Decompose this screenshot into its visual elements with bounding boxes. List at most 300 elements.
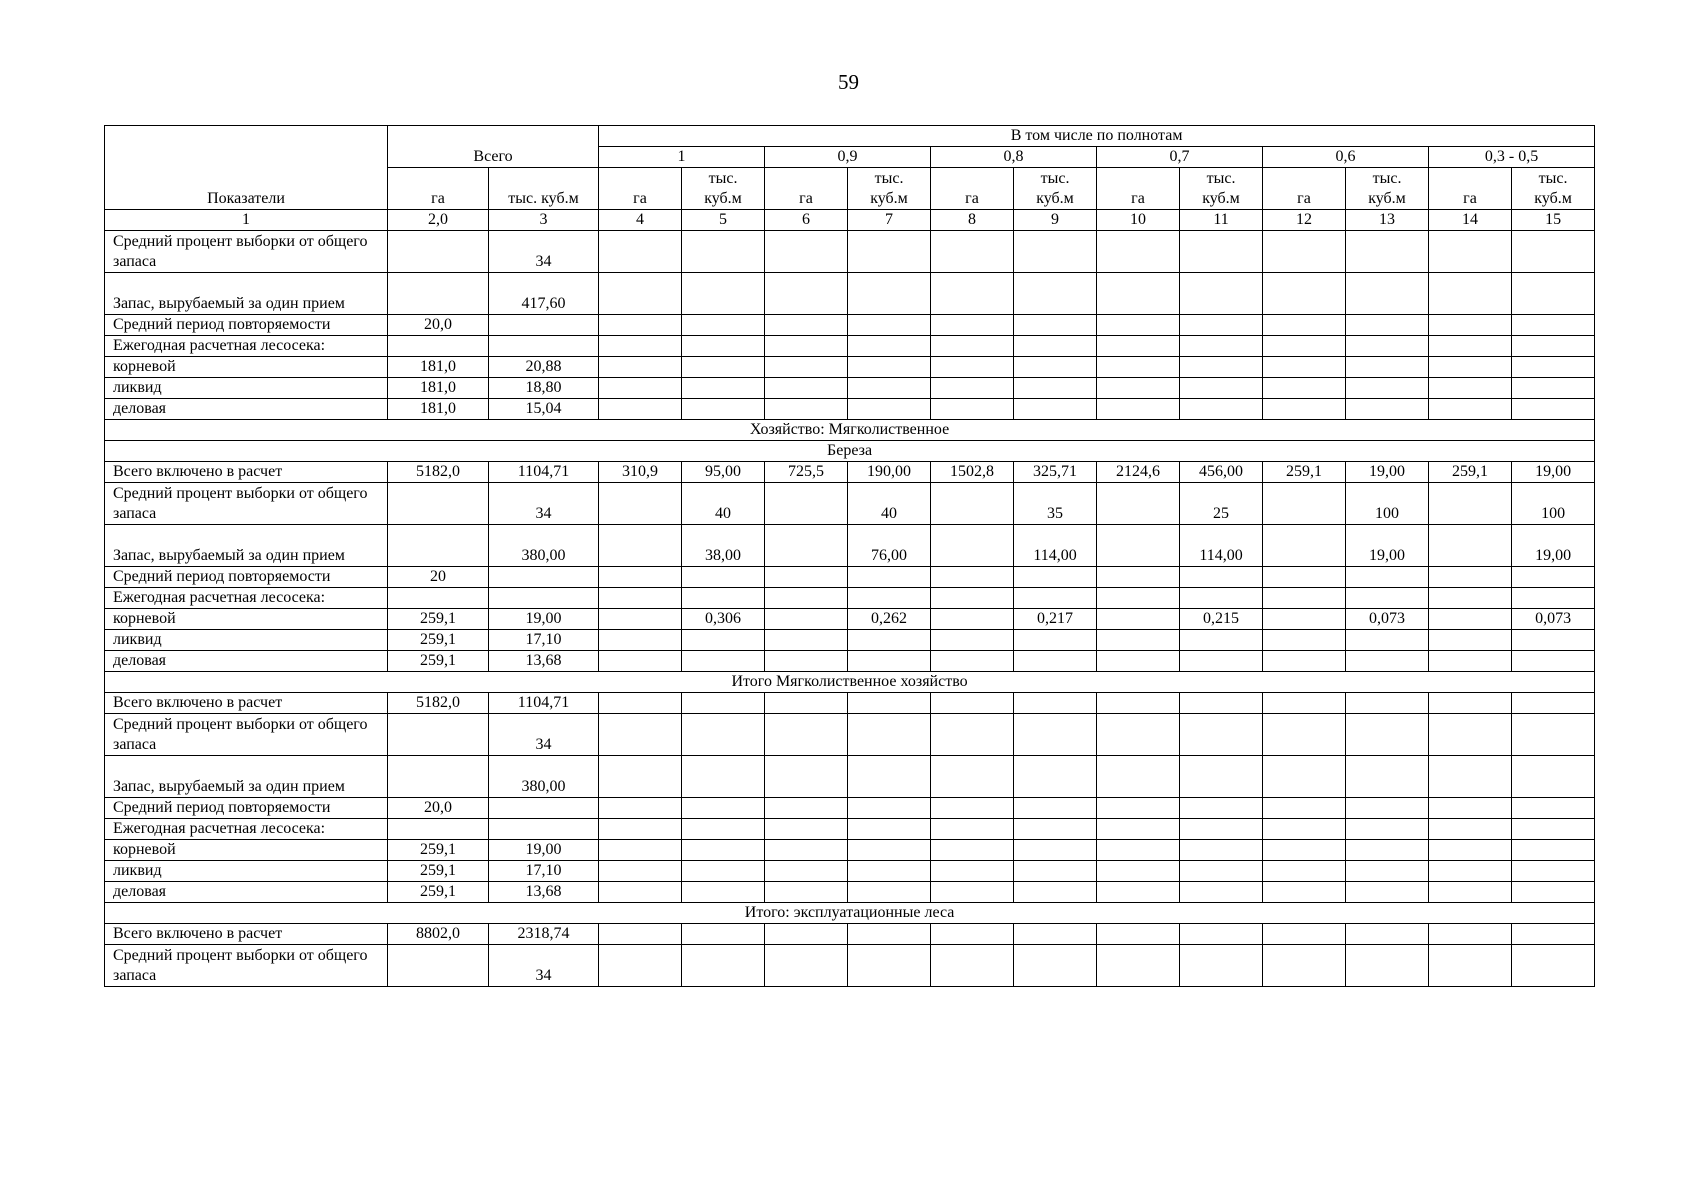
table-cell: 13,68 xyxy=(489,882,599,903)
row-label: Запас, вырубаемый за один прием xyxy=(105,525,388,567)
table-cell xyxy=(931,525,1014,567)
table-row xyxy=(105,630,1595,651)
table-cell xyxy=(931,945,1014,987)
table-cell xyxy=(931,336,1014,357)
table-cell xyxy=(1346,798,1429,819)
table-cell xyxy=(682,861,765,882)
table-cell xyxy=(1097,693,1180,714)
unit-ha: га xyxy=(599,168,682,210)
table-cell xyxy=(1180,273,1263,315)
table-cell xyxy=(682,378,765,399)
table-cell xyxy=(1429,798,1512,819)
table-cell xyxy=(1097,483,1180,525)
table-cell xyxy=(682,756,765,798)
table-cell xyxy=(765,399,848,420)
table-cell xyxy=(1097,378,1180,399)
section-row xyxy=(105,441,1595,462)
table-cell xyxy=(1014,399,1097,420)
table-cell xyxy=(1014,714,1097,756)
table-cell xyxy=(1429,924,1512,945)
table-cell: 100 xyxy=(1346,483,1429,525)
column-number: 14 xyxy=(1429,210,1512,231)
table-cell: 20 xyxy=(388,567,489,588)
table-cell xyxy=(599,945,682,987)
table-cell xyxy=(1014,231,1097,273)
table-cell xyxy=(1512,756,1595,798)
table-cell xyxy=(1014,336,1097,357)
table-cell: 19,00 xyxy=(489,840,599,861)
table-cell xyxy=(848,945,931,987)
table-cell xyxy=(1014,924,1097,945)
table-cell xyxy=(765,840,848,861)
table-cell xyxy=(931,693,1014,714)
table-cell xyxy=(1429,819,1512,840)
column-number: 13 xyxy=(1346,210,1429,231)
table-cell xyxy=(1429,588,1512,609)
table-cell xyxy=(1263,714,1346,756)
table-cell: 20,0 xyxy=(388,315,489,336)
table-cell xyxy=(1014,861,1097,882)
table-cell: 19,00 xyxy=(489,609,599,630)
table-cell xyxy=(599,399,682,420)
including-header: В том числе по полнотам xyxy=(599,126,1595,147)
unit-volume-bottom: куб.м xyxy=(1534,190,1572,207)
table-cell xyxy=(599,315,682,336)
table-row xyxy=(105,336,1595,357)
table-cell xyxy=(1097,756,1180,798)
table-cell xyxy=(765,567,848,588)
table-cell xyxy=(599,882,682,903)
table-cell xyxy=(1512,273,1595,315)
table-cell xyxy=(1097,630,1180,651)
table-cell xyxy=(1263,756,1346,798)
table-cell xyxy=(1263,231,1346,273)
table-cell xyxy=(1429,714,1512,756)
table-cell xyxy=(682,693,765,714)
table-cell: 456,00 xyxy=(1180,462,1263,483)
table-cell xyxy=(765,882,848,903)
table-cell xyxy=(1097,315,1180,336)
table-cell: 259,1 xyxy=(388,651,489,672)
table-cell xyxy=(1014,567,1097,588)
table-cell xyxy=(599,630,682,651)
unit-volume-bottom: куб.м xyxy=(704,190,742,207)
table-cell xyxy=(489,798,599,819)
table-cell xyxy=(765,861,848,882)
table-cell xyxy=(599,525,682,567)
table-cell xyxy=(931,840,1014,861)
table-cell xyxy=(765,798,848,819)
table-cell xyxy=(931,882,1014,903)
table-cell xyxy=(848,588,931,609)
table-cell xyxy=(1429,399,1512,420)
table-cell: 76,00 xyxy=(848,525,931,567)
header-row-1 xyxy=(105,126,1595,147)
section-row xyxy=(105,420,1595,441)
table-cell: 38,00 xyxy=(682,525,765,567)
table-cell xyxy=(1346,945,1429,987)
table-cell xyxy=(1263,399,1346,420)
table-cell: 181,0 xyxy=(388,399,489,420)
table-cell xyxy=(1429,861,1512,882)
row-label: корневой xyxy=(105,609,388,630)
table-cell xyxy=(848,714,931,756)
table-cell xyxy=(1429,630,1512,651)
table-row xyxy=(105,399,1595,420)
table-cell xyxy=(931,357,1014,378)
table-cell xyxy=(1097,840,1180,861)
unit-ha: га xyxy=(1429,168,1512,210)
table-cell xyxy=(765,651,848,672)
table-cell xyxy=(489,567,599,588)
section-row xyxy=(105,672,1595,693)
table-cell xyxy=(1346,336,1429,357)
table-cell xyxy=(1014,315,1097,336)
column-number: 15 xyxy=(1512,210,1595,231)
table-cell xyxy=(1346,693,1429,714)
table-cell xyxy=(765,819,848,840)
table-cell xyxy=(848,756,931,798)
table-cell xyxy=(1014,756,1097,798)
table-cell xyxy=(1014,378,1097,399)
density-header: 1 xyxy=(599,147,765,168)
table-row xyxy=(105,861,1595,882)
table-cell xyxy=(1429,882,1512,903)
table-cell xyxy=(765,525,848,567)
table-cell xyxy=(1429,525,1512,567)
row-label: ликвид xyxy=(105,630,388,651)
table-cell xyxy=(931,798,1014,819)
table-cell xyxy=(1512,945,1595,987)
table-cell xyxy=(931,231,1014,273)
table-cell xyxy=(682,924,765,945)
table-cell xyxy=(1180,798,1263,819)
table-cell: 1104,71 xyxy=(489,693,599,714)
table-cell: 1502,8 xyxy=(931,462,1014,483)
table-cell xyxy=(1180,357,1263,378)
table-row xyxy=(105,315,1595,336)
table-cell xyxy=(1180,567,1263,588)
table-cell xyxy=(1263,378,1346,399)
table-cell xyxy=(388,945,489,987)
table-cell xyxy=(931,378,1014,399)
table-cell xyxy=(1512,567,1595,588)
unit-volume-top: тыс. xyxy=(1206,170,1236,187)
table-cell xyxy=(765,336,848,357)
table-cell xyxy=(1180,231,1263,273)
table-cell xyxy=(1429,840,1512,861)
table-cell xyxy=(599,924,682,945)
row-label: Всего включено в расчет xyxy=(105,693,388,714)
table-row xyxy=(105,819,1595,840)
row-label: Средний процент выборки от общего запаса xyxy=(105,231,388,273)
table-cell xyxy=(848,315,931,336)
table-cell xyxy=(1512,231,1595,273)
density-header: 0,3 - 0,5 xyxy=(1429,147,1595,168)
row-label: Средний процент выборки от общего запаса xyxy=(105,483,388,525)
table-cell xyxy=(1429,357,1512,378)
table-cell xyxy=(1014,651,1097,672)
section-title: Хозяйство: Мягколиственное xyxy=(105,420,1595,441)
density-header: 0,7 xyxy=(1097,147,1263,168)
table-cell: 95,00 xyxy=(682,462,765,483)
column-number: 2,0 xyxy=(388,210,489,231)
table-cell: 5182,0 xyxy=(388,693,489,714)
table-cell xyxy=(682,651,765,672)
table-cell xyxy=(1180,840,1263,861)
table-cell xyxy=(848,630,931,651)
table-cell xyxy=(1263,840,1346,861)
table-cell: 40 xyxy=(682,483,765,525)
column-number: 8 xyxy=(931,210,1014,231)
table-cell: 35 xyxy=(1014,483,1097,525)
table-cell xyxy=(682,945,765,987)
table-cell xyxy=(1512,399,1595,420)
table-cell xyxy=(848,651,931,672)
unit-volume-top: тыс. xyxy=(1538,170,1568,187)
table-cell xyxy=(1512,693,1595,714)
table-cell xyxy=(848,231,931,273)
table-cell xyxy=(1097,945,1180,987)
table-row xyxy=(105,609,1595,630)
table-cell xyxy=(1429,273,1512,315)
table-cell xyxy=(1180,882,1263,903)
table-cell xyxy=(1512,630,1595,651)
table-cell xyxy=(1346,861,1429,882)
table-cell: 100 xyxy=(1512,483,1595,525)
unit-volume xyxy=(1512,168,1595,210)
table-cell xyxy=(682,840,765,861)
table-cell xyxy=(599,483,682,525)
table-cell: 34 xyxy=(489,945,599,987)
table-cell: 19,00 xyxy=(1512,525,1595,567)
table-cell xyxy=(1346,840,1429,861)
table-cell xyxy=(489,336,599,357)
table-cell xyxy=(765,609,848,630)
table-cell xyxy=(682,315,765,336)
table-cell xyxy=(599,861,682,882)
table-cell: 325,71 xyxy=(1014,462,1097,483)
unit-volume-bottom: куб.м xyxy=(870,190,908,207)
table-cell xyxy=(1097,336,1180,357)
table-cell xyxy=(1097,861,1180,882)
table-cell xyxy=(1180,336,1263,357)
table-row xyxy=(105,273,1595,315)
total-header: Всего xyxy=(388,126,599,168)
table-cell xyxy=(848,840,931,861)
table-cell xyxy=(1014,798,1097,819)
table-cell xyxy=(931,567,1014,588)
table-row xyxy=(105,567,1595,588)
table-cell xyxy=(765,714,848,756)
row-label: корневой xyxy=(105,840,388,861)
table-cell xyxy=(1263,882,1346,903)
table-cell xyxy=(931,819,1014,840)
table-cell xyxy=(931,483,1014,525)
table-cell xyxy=(1512,924,1595,945)
column-number: 7 xyxy=(848,210,931,231)
table-cell xyxy=(599,756,682,798)
page-number: 59 xyxy=(838,70,859,94)
table-cell: 1104,71 xyxy=(489,462,599,483)
table-cell xyxy=(931,315,1014,336)
table-cell xyxy=(1263,336,1346,357)
table-cell: 190,00 xyxy=(848,462,931,483)
table-cell xyxy=(1512,651,1595,672)
table-cell xyxy=(1263,273,1346,315)
table-cell xyxy=(1263,651,1346,672)
table-cell xyxy=(1014,273,1097,315)
row-label: Средний процент выборки от общего запаса xyxy=(105,714,388,756)
table-cell: 259,1 xyxy=(388,861,489,882)
row-label: Средний период повторяемости xyxy=(105,567,388,588)
table-cell xyxy=(1512,882,1595,903)
unit-volume xyxy=(1346,168,1429,210)
table-cell xyxy=(1263,315,1346,336)
table-cell xyxy=(1429,651,1512,672)
row-label: Ежегодная расчетная лесосека: xyxy=(105,588,388,609)
table-cell xyxy=(1512,840,1595,861)
table-cell xyxy=(931,273,1014,315)
table-cell xyxy=(599,651,682,672)
table-cell xyxy=(1263,861,1346,882)
row-label: Средний период повторяемости xyxy=(105,798,388,819)
table-row xyxy=(105,378,1595,399)
unit-ha: га xyxy=(1263,168,1346,210)
unit-ha: га xyxy=(1097,168,1180,210)
row-label: ликвид xyxy=(105,378,388,399)
table-cell xyxy=(1429,756,1512,798)
table-cell xyxy=(848,273,931,315)
unit-volume-bottom: куб.м xyxy=(1202,190,1240,207)
table-cell xyxy=(599,714,682,756)
table-cell xyxy=(1097,714,1180,756)
table-cell xyxy=(931,399,1014,420)
table-cell xyxy=(1429,945,1512,987)
table-cell xyxy=(1180,399,1263,420)
table-cell xyxy=(931,861,1014,882)
column-number: 9 xyxy=(1014,210,1097,231)
table-cell: 0,215 xyxy=(1180,609,1263,630)
table-cell xyxy=(1097,882,1180,903)
table-row xyxy=(105,840,1595,861)
table-cell xyxy=(682,588,765,609)
table-cell xyxy=(1512,357,1595,378)
table-cell xyxy=(682,273,765,315)
table-cell: 0,306 xyxy=(682,609,765,630)
unit-volume-bottom: куб.м xyxy=(1368,190,1406,207)
table-cell xyxy=(765,273,848,315)
row-label: Всего включено в расчет xyxy=(105,924,388,945)
table-cell xyxy=(1346,588,1429,609)
table-cell xyxy=(1512,588,1595,609)
table-cell xyxy=(682,714,765,756)
table-cell xyxy=(388,336,489,357)
table-cell xyxy=(848,882,931,903)
table-cell xyxy=(388,273,489,315)
table-cell xyxy=(388,231,489,273)
table-cell xyxy=(1014,630,1097,651)
table-cell: 19,00 xyxy=(1512,462,1595,483)
table-cell xyxy=(1263,588,1346,609)
table-cell xyxy=(599,357,682,378)
table-cell xyxy=(931,588,1014,609)
table-cell xyxy=(848,819,931,840)
table-cell: 19,00 xyxy=(1346,525,1429,567)
table-cell: 13,68 xyxy=(489,651,599,672)
table-cell xyxy=(1097,609,1180,630)
table-cell: 5182,0 xyxy=(388,462,489,483)
table-cell: 380,00 xyxy=(489,756,599,798)
table-cell xyxy=(1346,273,1429,315)
table-row xyxy=(105,231,1595,273)
table-cell xyxy=(1180,588,1263,609)
table-cell xyxy=(599,588,682,609)
table-cell xyxy=(1263,483,1346,525)
table-cell xyxy=(1180,819,1263,840)
table-cell xyxy=(1346,315,1429,336)
unit-volume-top: тыс. xyxy=(1040,170,1070,187)
table-cell xyxy=(1097,525,1180,567)
table-cell: 259,1 xyxy=(1429,462,1512,483)
table-cell xyxy=(599,231,682,273)
row-label: деловая xyxy=(105,651,388,672)
table-cell xyxy=(1014,819,1097,840)
table-cell xyxy=(1346,714,1429,756)
density-header: 0,9 xyxy=(765,147,931,168)
table-cell xyxy=(1180,693,1263,714)
unit-volume xyxy=(682,168,765,210)
table-cell xyxy=(1263,609,1346,630)
table-cell xyxy=(931,630,1014,651)
table-cell xyxy=(1346,357,1429,378)
table-cell xyxy=(682,336,765,357)
table-cell: 25 xyxy=(1180,483,1263,525)
table-cell xyxy=(1429,231,1512,273)
table-cell xyxy=(1180,651,1263,672)
table-cell xyxy=(1429,567,1512,588)
table-cell xyxy=(489,819,599,840)
table-cell: 259,1 xyxy=(388,882,489,903)
column-number: 12 xyxy=(1263,210,1346,231)
table-cell xyxy=(1263,945,1346,987)
table-cell xyxy=(682,798,765,819)
row-label: Всего включено в расчет xyxy=(105,462,388,483)
table-cell xyxy=(1097,588,1180,609)
table-cell xyxy=(765,483,848,525)
table-cell: 114,00 xyxy=(1180,525,1263,567)
table-cell xyxy=(1180,861,1263,882)
table-cell xyxy=(1512,861,1595,882)
unit-volume-bottom: куб.м xyxy=(1036,190,1074,207)
section-row xyxy=(105,903,1595,924)
density-header: 0,8 xyxy=(931,147,1097,168)
column-number: 10 xyxy=(1097,210,1180,231)
table-cell: 181,0 xyxy=(388,378,489,399)
table-cell xyxy=(1097,924,1180,945)
table-cell xyxy=(1346,567,1429,588)
table-cell xyxy=(848,861,931,882)
column-number: 1 xyxy=(105,210,388,231)
table-cell xyxy=(931,756,1014,798)
row-label: Средний процент выборки от общего запаса xyxy=(105,945,388,987)
table-row xyxy=(105,462,1595,483)
table-cell xyxy=(765,378,848,399)
table-cell: 259,1 xyxy=(388,630,489,651)
table-cell xyxy=(1014,882,1097,903)
row-label: корневой xyxy=(105,357,388,378)
table-cell xyxy=(1263,525,1346,567)
